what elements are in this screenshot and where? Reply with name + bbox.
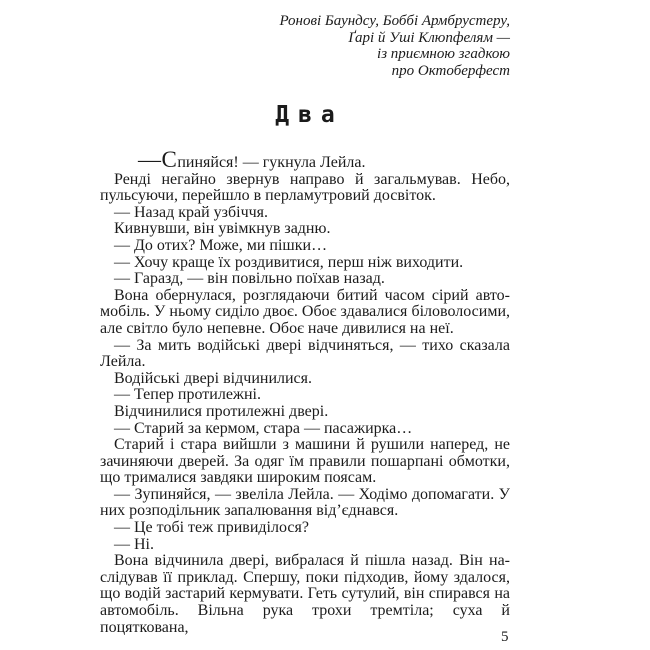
- opening-paragraph: [100, 147, 510, 172]
- body-paragraph: — Хочу краще їх роздивитися, перш ніж виходити.: [114, 253, 464, 271]
- opening-lead-chars: —С: [138, 147, 178, 172]
- body-paragraph: Кивнувши, він увімкнув задню.: [114, 220, 331, 238]
- dedication-line: про Октоберфест: [391, 62, 510, 79]
- chapter-title: Два: [275, 102, 344, 128]
- body-paragraph: Вона обернулася, розглядаючи битий часом сірий автомобіль. У ньому сиділо двоє. Обоє здавалися біловолосими, але світло було непевне. Обоє наче дивилися на неї.: [100, 286, 510, 337]
- body-paragraph: Старий і стара вийшли з машини й рушили наперед, не зачиняючи дверей. За одяг їм правили пошарпані обмотки, що трималися завдяки широким поясам.: [100, 436, 510, 487]
- body-text: [100, 147, 510, 636]
- body-paragraph: Ренді негайно звернув направо й загальмував. Небо, пульсуючи, перейшло в перламутровий досвіток.: [100, 170, 510, 205]
- opening-rest: пиняйся! — гукнула Лейла.: [177, 154, 366, 171]
- body-paragraph: — Старий за кермом, стара — пасажирка…: [114, 419, 413, 437]
- dedication-line: Ронові Баундсу, Боббі Армбрустеру,: [279, 13, 510, 29]
- body-paragraph: — До отих? Може, ми пішки…: [114, 236, 328, 254]
- body-paragraph: — Це тобі теж привиділося?: [114, 519, 309, 537]
- page-number: 5: [501, 629, 509, 645]
- body-paragraph: — Гаразд, — він повільно поїхав назад.: [114, 270, 385, 288]
- dedication-line: Ґарі й Уші Клюпфелям —: [348, 29, 510, 46]
- body-paragraph: Відчинилися протилежні двері.: [114, 402, 329, 420]
- body-paragraph: — Ні.: [114, 535, 154, 553]
- body-paragraph: Водійські двері відчинилися.: [114, 369, 313, 387]
- body-paragraph: — За мить водійські двері відчиняться, — тихо сказала Лейла.: [100, 336, 510, 371]
- body-paragraph: — Зупиняйся, — звеліла Лейла. — Ходімо допомагати. У них розподільник запалювання від’єднався.: [100, 485, 510, 520]
- body-paragraph: Вона відчинила двері, вибралася й пішла назад. Він наслідував її приклад. Спершу, поки підходив, йому здалося, що водій застарий кермувати. Геть сутулий, він спирався на автомобіль. Вільна рука трохи тремтіла; суха й поцяткована,: [100, 552, 510, 636]
- body-paragraph: — Тепер протилежні.: [114, 386, 261, 404]
- body-paragraph: — Назад край узбіччя.: [114, 203, 269, 221]
- dedication: [279, 13, 510, 79]
- dedication-line: із приємною згадкою: [377, 46, 510, 62]
